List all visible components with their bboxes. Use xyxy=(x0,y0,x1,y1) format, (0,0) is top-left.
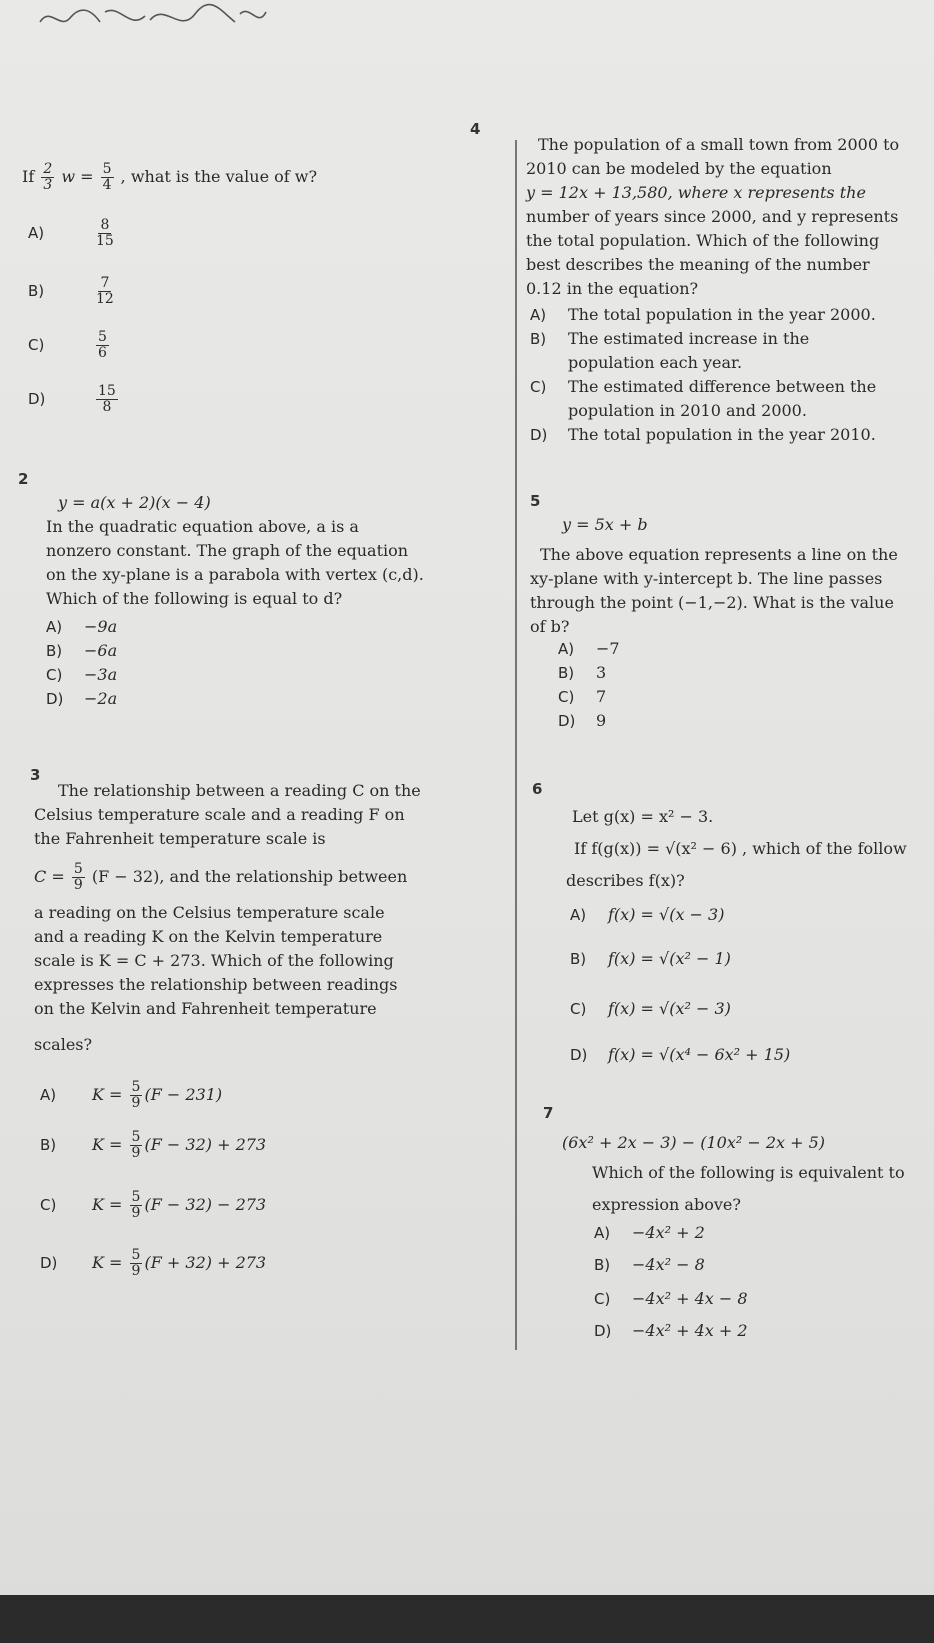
q6-choice-a[interactable]: A) f(x) = √(x − 3) xyxy=(570,905,725,924)
q5-line-4: of b? xyxy=(530,617,570,636)
q5-line-2: xy-plane with y-intercept b. The line passes xyxy=(530,569,883,588)
q1-choice-a[interactable]: A) $\frac{8}{15}$ xyxy=(28,217,114,249)
q4-line-3: y = 12x + 13,580, where x represents the xyxy=(526,183,866,202)
q1-choice-d[interactable]: D) $\frac{15}{8}$ xyxy=(28,383,116,415)
q3-choice-a[interactable]: A) K = $\frac{5}{9}$ (F − 231) xyxy=(40,1079,223,1111)
q5-equation: y = 5x + b xyxy=(562,515,648,534)
q3-line-4: a reading on the Celsius temperature scale xyxy=(34,903,385,922)
q3-formula: C = $\frac{5}{9}$ (F − 32), and the relationship between xyxy=(34,861,408,893)
column-divider xyxy=(515,140,517,1350)
q7-expression: (6x² + 2x − 3) − (10x² − 2x + 5) xyxy=(562,1133,826,1152)
q3-line-3: the Fahrenheit temperature scale is xyxy=(34,829,326,848)
q2-line-2: nonzero constant. The graph of the equation xyxy=(46,541,409,560)
q3-choice-c[interactable]: C) K = $\frac{5}{9}$ (F − 32) − 273 xyxy=(40,1189,267,1221)
q7-line-1: Which of the following is equivalent to xyxy=(592,1163,905,1182)
q5-line-3: through the point (−1,−2). What is the value xyxy=(530,593,894,612)
q2-choice-a[interactable]: A) −9a xyxy=(46,617,118,636)
handwritten-scribble xyxy=(30,0,270,40)
q3-line-1: The relationship between a reading C on the xyxy=(58,781,421,800)
q5-choice-b[interactable]: B) 3 xyxy=(558,663,607,682)
q3-line-9: scales? xyxy=(34,1035,93,1054)
q4-choice-c[interactable]: C) The estimated difference between the xyxy=(530,377,877,396)
q7-choice-d[interactable]: D) −4x² + 4x + 2 xyxy=(594,1321,748,1340)
q4-line-7: 0.12 in the equation? xyxy=(526,279,699,298)
q2-choice-d[interactable]: D) −2a xyxy=(46,689,118,708)
q5-number: 5 xyxy=(530,492,541,510)
q4-line-4: number of years since 2000, and y represents xyxy=(526,207,899,226)
q4-choice-c-cont: population in 2010 and 2000. xyxy=(568,401,807,420)
q4-line-6: best describes the meaning of the number xyxy=(526,255,870,274)
q7-number: 7 xyxy=(543,1104,554,1122)
q1-choice-b[interactable]: B) $\frac{7}{12}$ xyxy=(28,275,114,307)
q1-stem: If $\frac{2}{3}$ w = $\frac{5}{4}$ , what is the value of w? xyxy=(22,161,318,193)
q3-line-5: and a reading K on the Kelvin temperature xyxy=(34,927,383,946)
q5-choice-d[interactable]: D) 9 xyxy=(558,711,607,730)
q3-line-8: on the Kelvin and Fahrenheit temperature xyxy=(34,999,377,1018)
q2-number: 2 xyxy=(18,470,29,488)
q7-choice-c[interactable]: C) −4x² + 4x − 8 xyxy=(594,1289,748,1308)
q6-line-2: If f(g(x)) = √(x² − 6) , which of the follow xyxy=(574,839,907,858)
q2-equation: y = a(x + 2)(x − 4) xyxy=(58,493,211,512)
q5-choice-c[interactable]: C) 7 xyxy=(558,687,607,706)
q3-line-6: scale is K = C + 273. Which of the following xyxy=(34,951,394,970)
q3-line-2: Celsius temperature scale and a reading F on xyxy=(34,805,405,824)
q4-line-5: the total population. Which of the following xyxy=(526,231,880,250)
q6-choice-d[interactable]: D) f(x) = √(x⁴ − 6x² + 15) xyxy=(570,1045,791,1064)
q6-choice-c[interactable]: C) f(x) = √(x² − 3) xyxy=(570,999,731,1018)
q2-choice-b[interactable]: B) −6a xyxy=(46,641,118,660)
q3-choice-d[interactable]: D) K = $\frac{5}{9}$ (F + 32) + 273 xyxy=(40,1247,267,1279)
q4-number: 4 xyxy=(470,120,481,138)
q3-number: 3 xyxy=(30,766,41,784)
q1-choice-c[interactable]: C) $\frac{5}{6}$ xyxy=(28,329,107,361)
q4-choice-d[interactable]: D) The total population in the year 2010. xyxy=(530,425,876,444)
q6-line-1: Let g(x) = x² − 3. xyxy=(572,807,714,826)
q2-line-4: Which of the following is equal to d? xyxy=(46,589,343,608)
q5-choice-a[interactable]: A) −7 xyxy=(558,639,620,658)
q4-choice-b-cont: population each year. xyxy=(568,353,743,372)
q6-line-3: describes f(x)? xyxy=(566,871,685,890)
q4-choice-b[interactable]: B) The estimated increase in the xyxy=(530,329,810,348)
q3-choice-b[interactable]: B) K = $\frac{5}{9}$ (F − 32) + 273 xyxy=(40,1129,267,1161)
q7-line-2: expression above? xyxy=(592,1195,741,1214)
bottom-edge-shadow xyxy=(0,1595,934,1643)
q6-number: 6 xyxy=(532,780,543,798)
q2-choice-c[interactable]: C) −3a xyxy=(46,665,118,684)
q7-choice-b[interactable]: B) −4x² − 8 xyxy=(594,1255,705,1274)
q6-choice-b[interactable]: B) f(x) = √(x² − 1) xyxy=(570,949,731,968)
q2-line-1: In the quadratic equation above, a is a xyxy=(46,517,359,536)
q4-line-2: 2010 can be modeled by the equation xyxy=(526,159,832,178)
q4-choice-a[interactable]: A) The total population in the year 2000. xyxy=(530,305,876,324)
q2-line-3: on the xy-plane is a parabola with vertex (c,d). xyxy=(46,565,424,584)
q4-line-1: The population of a small town from 2000 to xyxy=(538,135,900,154)
q5-line-1: The above equation represents a line on the xyxy=(540,545,898,564)
q3-line-7: expresses the relationship between readings xyxy=(34,975,398,994)
q7-choice-a[interactable]: A) −4x² + 2 xyxy=(594,1223,705,1242)
